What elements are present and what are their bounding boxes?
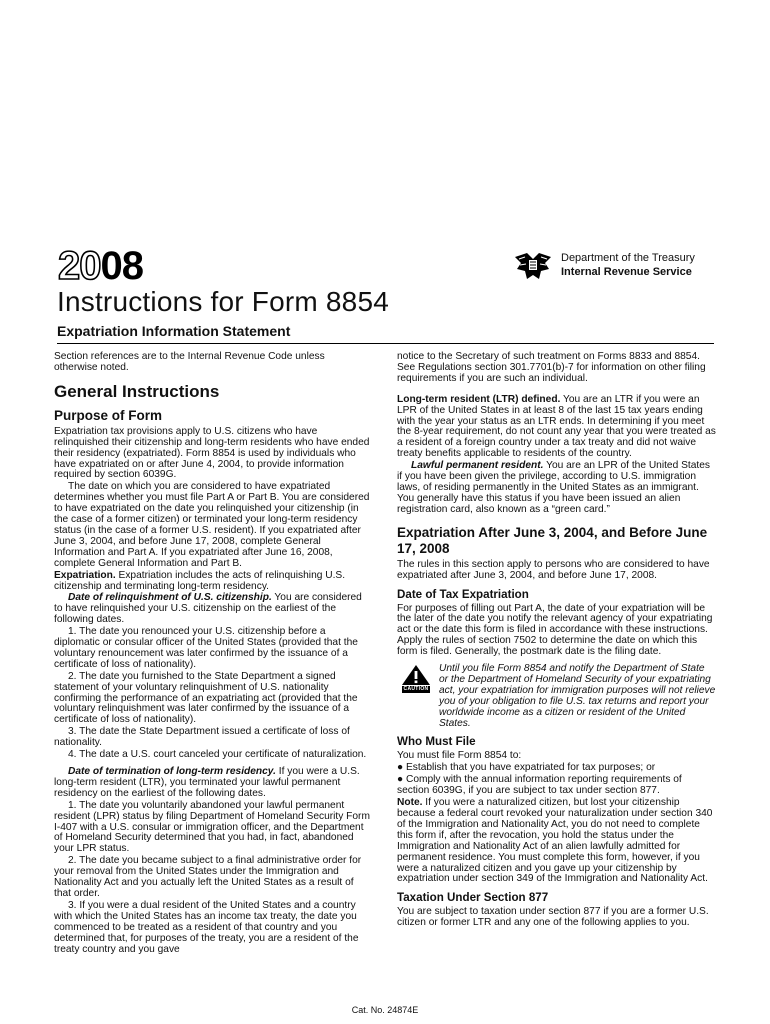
continued-paragraph: notice to the Secretary of such treatment on Forms 8833 and 8854. See Regulations section 301.7701(b)-7 for information on other filing requirements if you are such an individual. [397,351,706,384]
lpr-label: Lawful permanent resident. [411,460,544,472]
taxation-text: You are subject to taxation under section 877 if you are a former U.S. citizen or former LTR and any one of the following applies to you. [397,906,709,929]
expatriation-paragraph [54,571,370,593]
purpose-paragraph-1: Expatriation tax provisions apply to U.S. citizens who have relinquished their citizenship and long-term residents who have ended their residency (expatriated). Form 8854 is used by individuals who have expatriated on or after June 4, 2004, to provide information required by section 6039G. [54,425,370,481]
lpr-paragraph [397,461,716,516]
expatriation-label: Expatriation. [54,569,116,581]
after-june-heading: Expatriation After June 3, 2004, and Before June 17, 2008 [397,524,708,556]
caution-icon-block [397,664,435,729]
caution-label: CAUTION [403,686,429,693]
who-must-file-text: You must file Form 8854 to: [397,750,522,762]
ltr-paragraph [397,395,716,460]
who-must-file-bullet-1: ● Establish that you have expatriated for tax purposes; or [397,762,656,774]
termination-item-2: 2. The date you became subject to a final administrative order for your removal from the United States under the Immigration and Nationality Act and you actually left the United States as a result of that order. [54,855,362,899]
irs-eagle-logo-icon [513,249,553,281]
relinquishment-item-4: 4. The date a U.S. court canceled your certificate of naturalization. [68,749,367,761]
lpr-text: You are an LPR of the United States if you have been given the privilege, according to U.S. immigration laws, of residing permanently in the United States as an immigrant. You generally have this status if you have been issued an alien registration card, also known as a “green card.” [397,460,710,515]
relinquishment-text: You are considered to have relinquished your U.S. citizenship on the earliest of the following dates. [54,592,362,626]
note-paragraph [397,798,716,885]
tax-year [58,244,143,288]
intro-text: Section references are to the Internal Revenue Code unless otherwise noted. [54,351,325,373]
caution-text: Until you file Form 8854 and notify the Department of State or the Department of Homeland Security of your expatriating act, your expatriation for immigration purposes will not relieve you of your obligation to file U.S. tax returns and report your worldwide income as a citizen or resident of the United States. [439,663,716,729]
termination-item-3: 3. If you were a dual resident of the United States and a country with which the United States has an income tax treaty, the date you commenced to be treated as a resident of that country and you determined that, for purposes of the treaty, you are a resident of the treaty country and you gave [54,899,359,955]
left-column [54,352,370,956]
ltr-label: Long-term resident (LTR) defined. [397,393,561,405]
general-instructions-heading: General Instructions [54,381,220,401]
note-text: If you were a naturalized citizen, but lost your citizenship because a federal court revoked your naturalization under section 340 of the Immigration and Nationality Act, you do not need to complete this form if, after the revocation, you hold the status under the Immigration and Nationality Act of an alien lawfully admitted for permanent residence. You must complete this form, however, if you were a naturalized citizen and you gave up your citizenship by expatriation under section 349 of the Immigration and Nationality Act. [397,797,713,885]
agency-name: Internal Revenue Service [561,266,692,278]
termination-label: Date of termination of long-term residency. [68,766,276,777]
caution-box [397,664,716,729]
relinquishment-item-3: 3. The date the State Department issued a certificate of loss of nationality. [54,726,350,749]
after-june-text: The rules in this section apply to persons who are considered to have expatriated after June 3, 2004, and before June 17, 2008. [397,558,710,581]
date-of-tax-expatriation-text: For purposes of filling out Part A, the date of your expatriation will be the later of the date you notify the relevant agency of your expatriating act or the date this form is filed in accordance with these instructions. Apply the rules of section 7502 to determine the date on which this form is filed. Generally, the postmark date is the filing date. [397,602,713,658]
termination-item-1: 1. The date you voluntarily abandoned your lawful permanent resident (LPR) status by filing Department of Homeland Security Form I-407 with a U.S. consular or immigration officer, and the Department of Homeland Security determined that you had, in fact, abandoned your LPR status. [54,799,370,855]
termination-paragraph [54,767,370,800]
note-label: Note. [397,797,423,809]
caution-triangle-icon [401,664,431,686]
page-title: Instructions for Form 8854 [57,286,389,317]
expatriation-text: Expatriation includes the acts of relinquishing U.S. citizenship and terminating long-term residency. [54,569,346,592]
title-rule [57,343,714,344]
page-subtitle: Expatriation Information Statement [57,323,291,339]
agency-text [561,251,695,279]
ltr-text: You are an LTR if you were an LPR of the United States in at least 8 of the last 15 tax years ending with the year your status as an LTR ends. In determining if you meet the 8-year requirement, do not count any year that you were treated as a resident of a foreign country under a tax treaty and did not waive treaty benefits applicable to residents of the country. [397,393,716,460]
department-name: Department of the Treasury [561,252,695,264]
relinquishment-paragraph [54,593,370,626]
year-prefix: 20 [58,244,101,288]
purpose-heading: Purpose of Form [54,407,163,423]
relinquishment-item-1: 1. The date you renounced your U.S. citizenship before a diplomatic or consular officer of the United States (provided that the voluntary renouncement was later confirmed by the issuance of a certificate of loss of nationality). [54,626,358,670]
year-suffix: 08 [100,244,143,288]
catalog-number: Cat. No. 24874E [351,1005,419,1015]
taxation-heading: Taxation Under Section 877 [397,891,549,905]
who-must-file-heading: Who Must File [397,735,476,749]
relinquishment-label: Date of relinquishment of U.S. citizenship. [68,592,272,604]
who-must-file-bullet-2: ● Comply with the annual information reporting requirements of section 6039G, if you are subject to tax under section 877. [397,774,682,797]
relinquishment-item-2: 2. The date you furnished to the State Department a signed statement of your voluntary relinquishment of U.S. nationality confirming the performance of an expatriating act (provided that the voluntary relinquishment was later confirmed by the issuance of a certificate of loss of nationality). [54,670,358,726]
agency-block [513,251,695,281]
date-of-tax-expatriation-heading: Date of Tax Expatriation [397,587,529,601]
right-column [397,352,716,930]
termination-text: If you were a U.S. long-term resident (LTR), you terminated your lawful permanent residency on the earliest of the following dates. [54,766,360,799]
purpose-paragraph-2: The date on which you are considered to have expatriated determines whether you must file Part A or Part B. You are considered to have expatriated on the date you relinquished your citizenship (in the case of a former citizen) or terminated your long-term residency status (in the case of a former U.S. resident). If you expatriated after June 3, 2004, and before June 17, 2008, complete General Information and Part A. If you expatriated after June 16, 2008, complete General Information and Part B. [54,481,370,569]
